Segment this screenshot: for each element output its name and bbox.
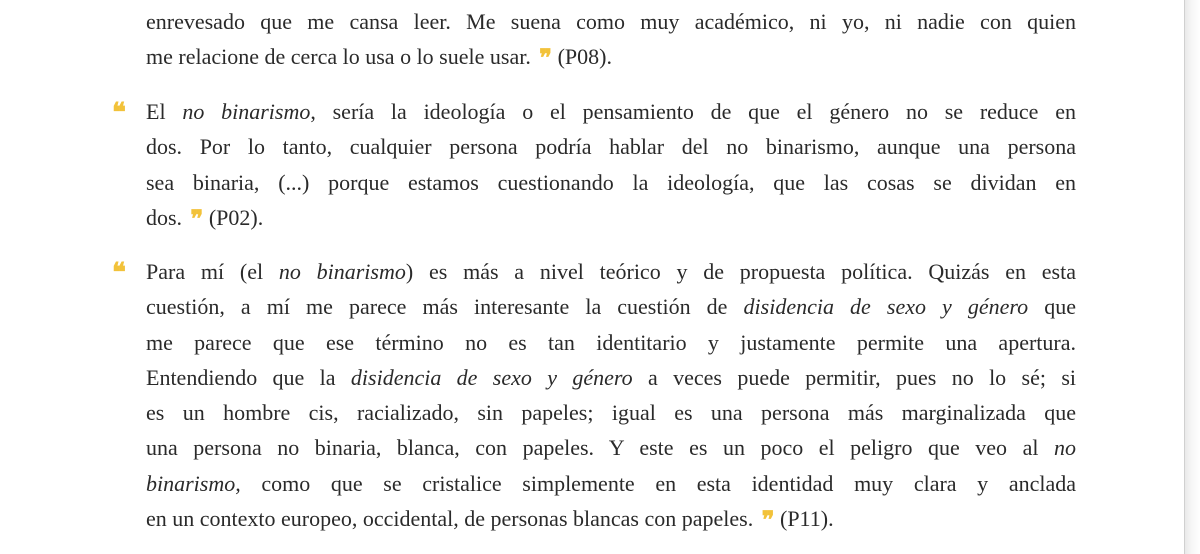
- text-segment: sea binaria, (...) porque estamos cuestionando la ideología, que las cosas se dividan en: [146, 169, 1076, 195]
- text-segment: en un contexto europeo, occidental, de personas blancas con papeles.: [146, 506, 754, 532]
- text-segment: (P02).: [203, 204, 264, 230]
- close-quote-icon: ❞: [182, 203, 204, 233]
- quote-line: [146, 501, 1076, 536]
- quote-block-p08-cont: [146, 4, 1076, 75]
- italic-term: no binarismo: [278, 259, 406, 284]
- quote-line: [146, 165, 1076, 200]
- quote-line: [146, 39, 1076, 74]
- text-segment: , sería la ideología o el pensamiento de que el género no se reduce en: [310, 99, 1076, 124]
- italic-term: no binarismo: [182, 99, 311, 124]
- text-segment: dos.: [146, 204, 183, 230]
- text-segment: ) es más a nivel teórico y de propuesta política. Quizás en esta: [405, 259, 1076, 284]
- text-segment: Entendiendo que la: [146, 364, 351, 390]
- open-quote-icon: ❝: [112, 98, 126, 128]
- text-segment: me parece que ese término no es tan identitario y justamente permite una apertura.: [146, 329, 1076, 355]
- italic-term: no: [1054, 435, 1076, 461]
- quote-line: [146, 200, 1076, 235]
- quote-block-p11: [146, 254, 1076, 536]
- quote-line: [146, 94, 1076, 129]
- text-segment: El: [146, 99, 183, 124]
- text-segment: es un hombre cis, racializado, sin papeles; igual es una persona más marginalizada que: [146, 400, 1076, 426]
- close-quote-icon: ❞: [530, 43, 553, 73]
- quote-line: [146, 395, 1076, 430]
- quote-line: [146, 360, 1076, 395]
- quote-line: [146, 325, 1076, 360]
- text-segment: me relacione de cerca lo usa o lo suele usar.: [146, 44, 531, 70]
- quote-line: [146, 289, 1076, 324]
- text-segment: enrevesado que me cansa leer. Me suena como muy académico, ni yo, ni nadie con quien: [146, 9, 1076, 34]
- italic-term: disidencia de sexo y género: [743, 294, 1029, 320]
- italic-term: binarismo,: [146, 470, 241, 496]
- open-quote-icon: ❝: [112, 258, 126, 288]
- quote-line: [146, 4, 1076, 39]
- text-segment: que: [1028, 294, 1077, 320]
- text-segment: cuestión, a mí me parece más interesante la cuestión de: [146, 294, 744, 320]
- quote-line: [146, 129, 1076, 164]
- close-quote-icon: ❞: [753, 505, 775, 535]
- text-segment: Para mí (el: [146, 259, 279, 284]
- text-segment: como que se cristalice simplemente en esta identidad muy clara y anclada: [240, 470, 1076, 496]
- quote-block-p02: [146, 94, 1076, 235]
- text-segment: dos. Por lo tanto, cualquier persona podría hablar del no binarismo, aunque una persona: [146, 134, 1076, 160]
- quote-line: [146, 466, 1076, 501]
- text-segment: a veces puede permitir, pues no lo sé; si: [632, 364, 1076, 390]
- text-segment: (P08).: [552, 44, 612, 70]
- text-segment: (P11).: [774, 506, 834, 532]
- page-edge: [1184, 0, 1200, 554]
- text-segment: una persona no binaria, blanca, con papeles. Y este es un poco el peligro que veo al: [146, 435, 1054, 461]
- quote-line: [146, 430, 1076, 465]
- italic-term: disidencia de sexo y género: [350, 364, 633, 390]
- quote-line: [146, 254, 1076, 289]
